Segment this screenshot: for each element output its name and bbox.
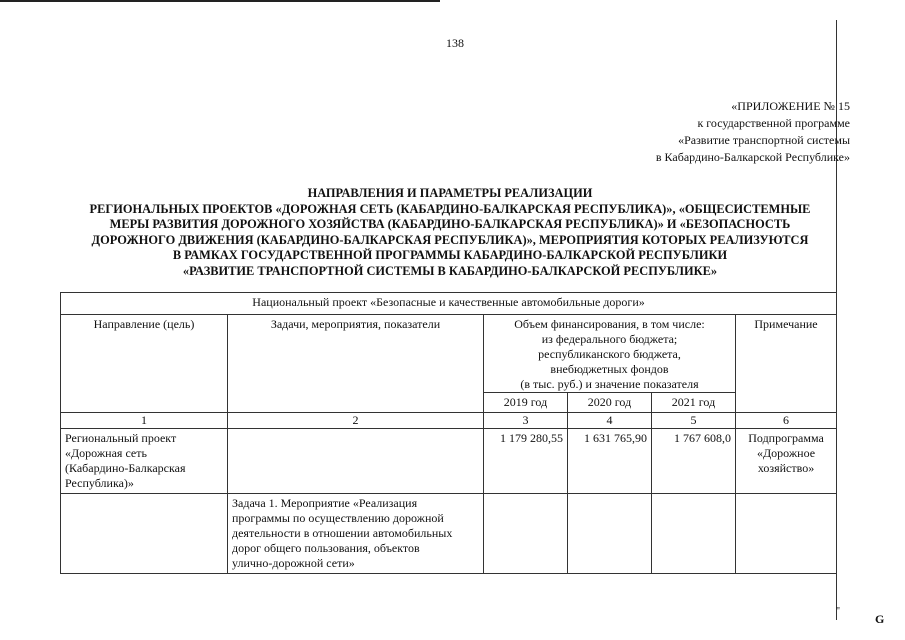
column-number: 5	[652, 413, 736, 429]
column-number: 2	[228, 413, 484, 429]
value-2020	[568, 494, 652, 574]
value-2021	[652, 494, 736, 574]
task-line: программы по осуществлению дорожной	[232, 511, 444, 525]
direction-cell	[61, 494, 228, 574]
table-header-row	[61, 315, 837, 393]
header-funding-line: (в тыс. руб.) и значение показателя	[520, 377, 699, 391]
column-number: 6	[736, 413, 837, 429]
direction-line: Региональный проект	[65, 431, 177, 445]
heading-line: МЕРЫ РАЗВИТИЯ ДОРОЖНОГО ХОЗЯЙСТВА (КАБАРДИНО-БАЛКАРСКАЯ РЕСПУБЛИКА)» И «БЕЗОПАСНОСТЬ	[109, 217, 791, 231]
value-2019	[484, 494, 568, 574]
value-2019: 1 179 280,55	[484, 429, 568, 494]
top-rule	[0, 0, 440, 2]
column-number-row	[61, 413, 837, 429]
note-cell	[736, 429, 837, 494]
header-funding	[484, 315, 736, 393]
appendix-line: «ПРИЛОЖЕНИЕ № 15	[731, 99, 850, 113]
task-line: Задача 1. Мероприятие «Реализация	[232, 496, 418, 510]
margin-mark: G	[875, 612, 885, 626]
appendix-block	[656, 98, 850, 166]
value-2021: 1 767 608,0	[652, 429, 736, 494]
note-cell	[736, 494, 837, 574]
table-row	[61, 494, 837, 574]
heading-line: НАПРАВЛЕНИЯ И ПАРАМЕТРЫ РЕАЛИЗАЦИИ	[307, 186, 593, 200]
margin-mark: "	[836, 606, 841, 617]
note-line: хозяйство»	[757, 461, 815, 475]
parameters-table	[60, 292, 837, 574]
value-2020: 1 631 765,90	[568, 429, 652, 494]
task-line: улично-дорожной сети»	[232, 556, 355, 570]
heading-line: РЕГИОНАЛЬНЫХ ПРОЕКТОВ «ДОРОЖНАЯ СЕТЬ (КАБАРДИНО-БАЛКАРСКАЯ РЕСПУБЛИКА)», «ОБЩЕСИСТЕМНЫЕ	[89, 201, 811, 216]
heading-line: «РАЗВИТИЕ ТРАНСПОРТНОЙ СИСТЕМЫ В КАБАРДИНО-БАЛКАРСКОЙ РЕСПУБЛИКЕ»	[182, 263, 718, 278]
header-year-2021: 2021 год	[652, 393, 736, 413]
column-number: 4	[568, 413, 652, 429]
column-number: 3	[484, 413, 568, 429]
header-direction: Направление (цель)	[61, 315, 228, 413]
header-note: Примечание	[736, 315, 837, 413]
header-funding-line: внебюджетных фондов	[550, 362, 669, 376]
note-line: Подпрограмма	[748, 431, 824, 445]
header-funding-line: республиканского бюджета,	[538, 347, 681, 361]
header-funding-line: из федерального бюджета;	[541, 332, 678, 346]
header-year-2019: 2019 год	[484, 393, 568, 413]
appendix-line: «Развитие транспортной системы	[678, 133, 850, 147]
header-year-2020: 2020 год	[568, 393, 652, 413]
direction-line: (Кабардино-Балкарская	[65, 461, 186, 475]
heading-line: В РАМКАХ ГОСУДАРСТВЕННОЙ ПРОГРАММЫ КАБАРДИНО-БАЛКАРСКОЙ РЕСПУБЛИКИ	[172, 248, 728, 262]
table-row	[61, 429, 837, 494]
heading-line: ДОРОЖНОГО ДВИЖЕНИЯ (КАБАРДИНО-БАЛКАРСКАЯ РЕСПУБЛИКА)», МЕРОПРИЯТИЯ КОТОРЫХ РЕАЛИЗУЮТСЯ	[91, 232, 809, 247]
task-line: деятельности в отношении автомобильных	[232, 526, 453, 540]
page-number: 138	[446, 36, 464, 50]
appendix-line: в Кабардино-Балкарской Республике»	[655, 150, 850, 164]
header-funding-line: Объем финансирования, в том числе:	[514, 317, 705, 331]
direction-cell	[61, 429, 228, 494]
column-number: 1	[61, 413, 228, 429]
task-line: дорог общего пользования, объектов	[232, 541, 420, 555]
document-heading	[60, 186, 840, 279]
tasks-cell	[228, 494, 484, 574]
header-tasks: Задачи, мероприятия, показатели	[228, 315, 484, 413]
table-row	[61, 293, 837, 315]
direction-line: «Дорожная сеть	[65, 446, 147, 460]
appendix-line: к государственной программе	[697, 116, 850, 130]
note-line: «Дорожное	[756, 446, 816, 460]
direction-line: Республика)»	[65, 476, 134, 490]
tasks-cell	[228, 429, 484, 494]
project-title-cell: Национальный проект «Безопасные и качественные автомобильные дороги»	[61, 293, 837, 315]
